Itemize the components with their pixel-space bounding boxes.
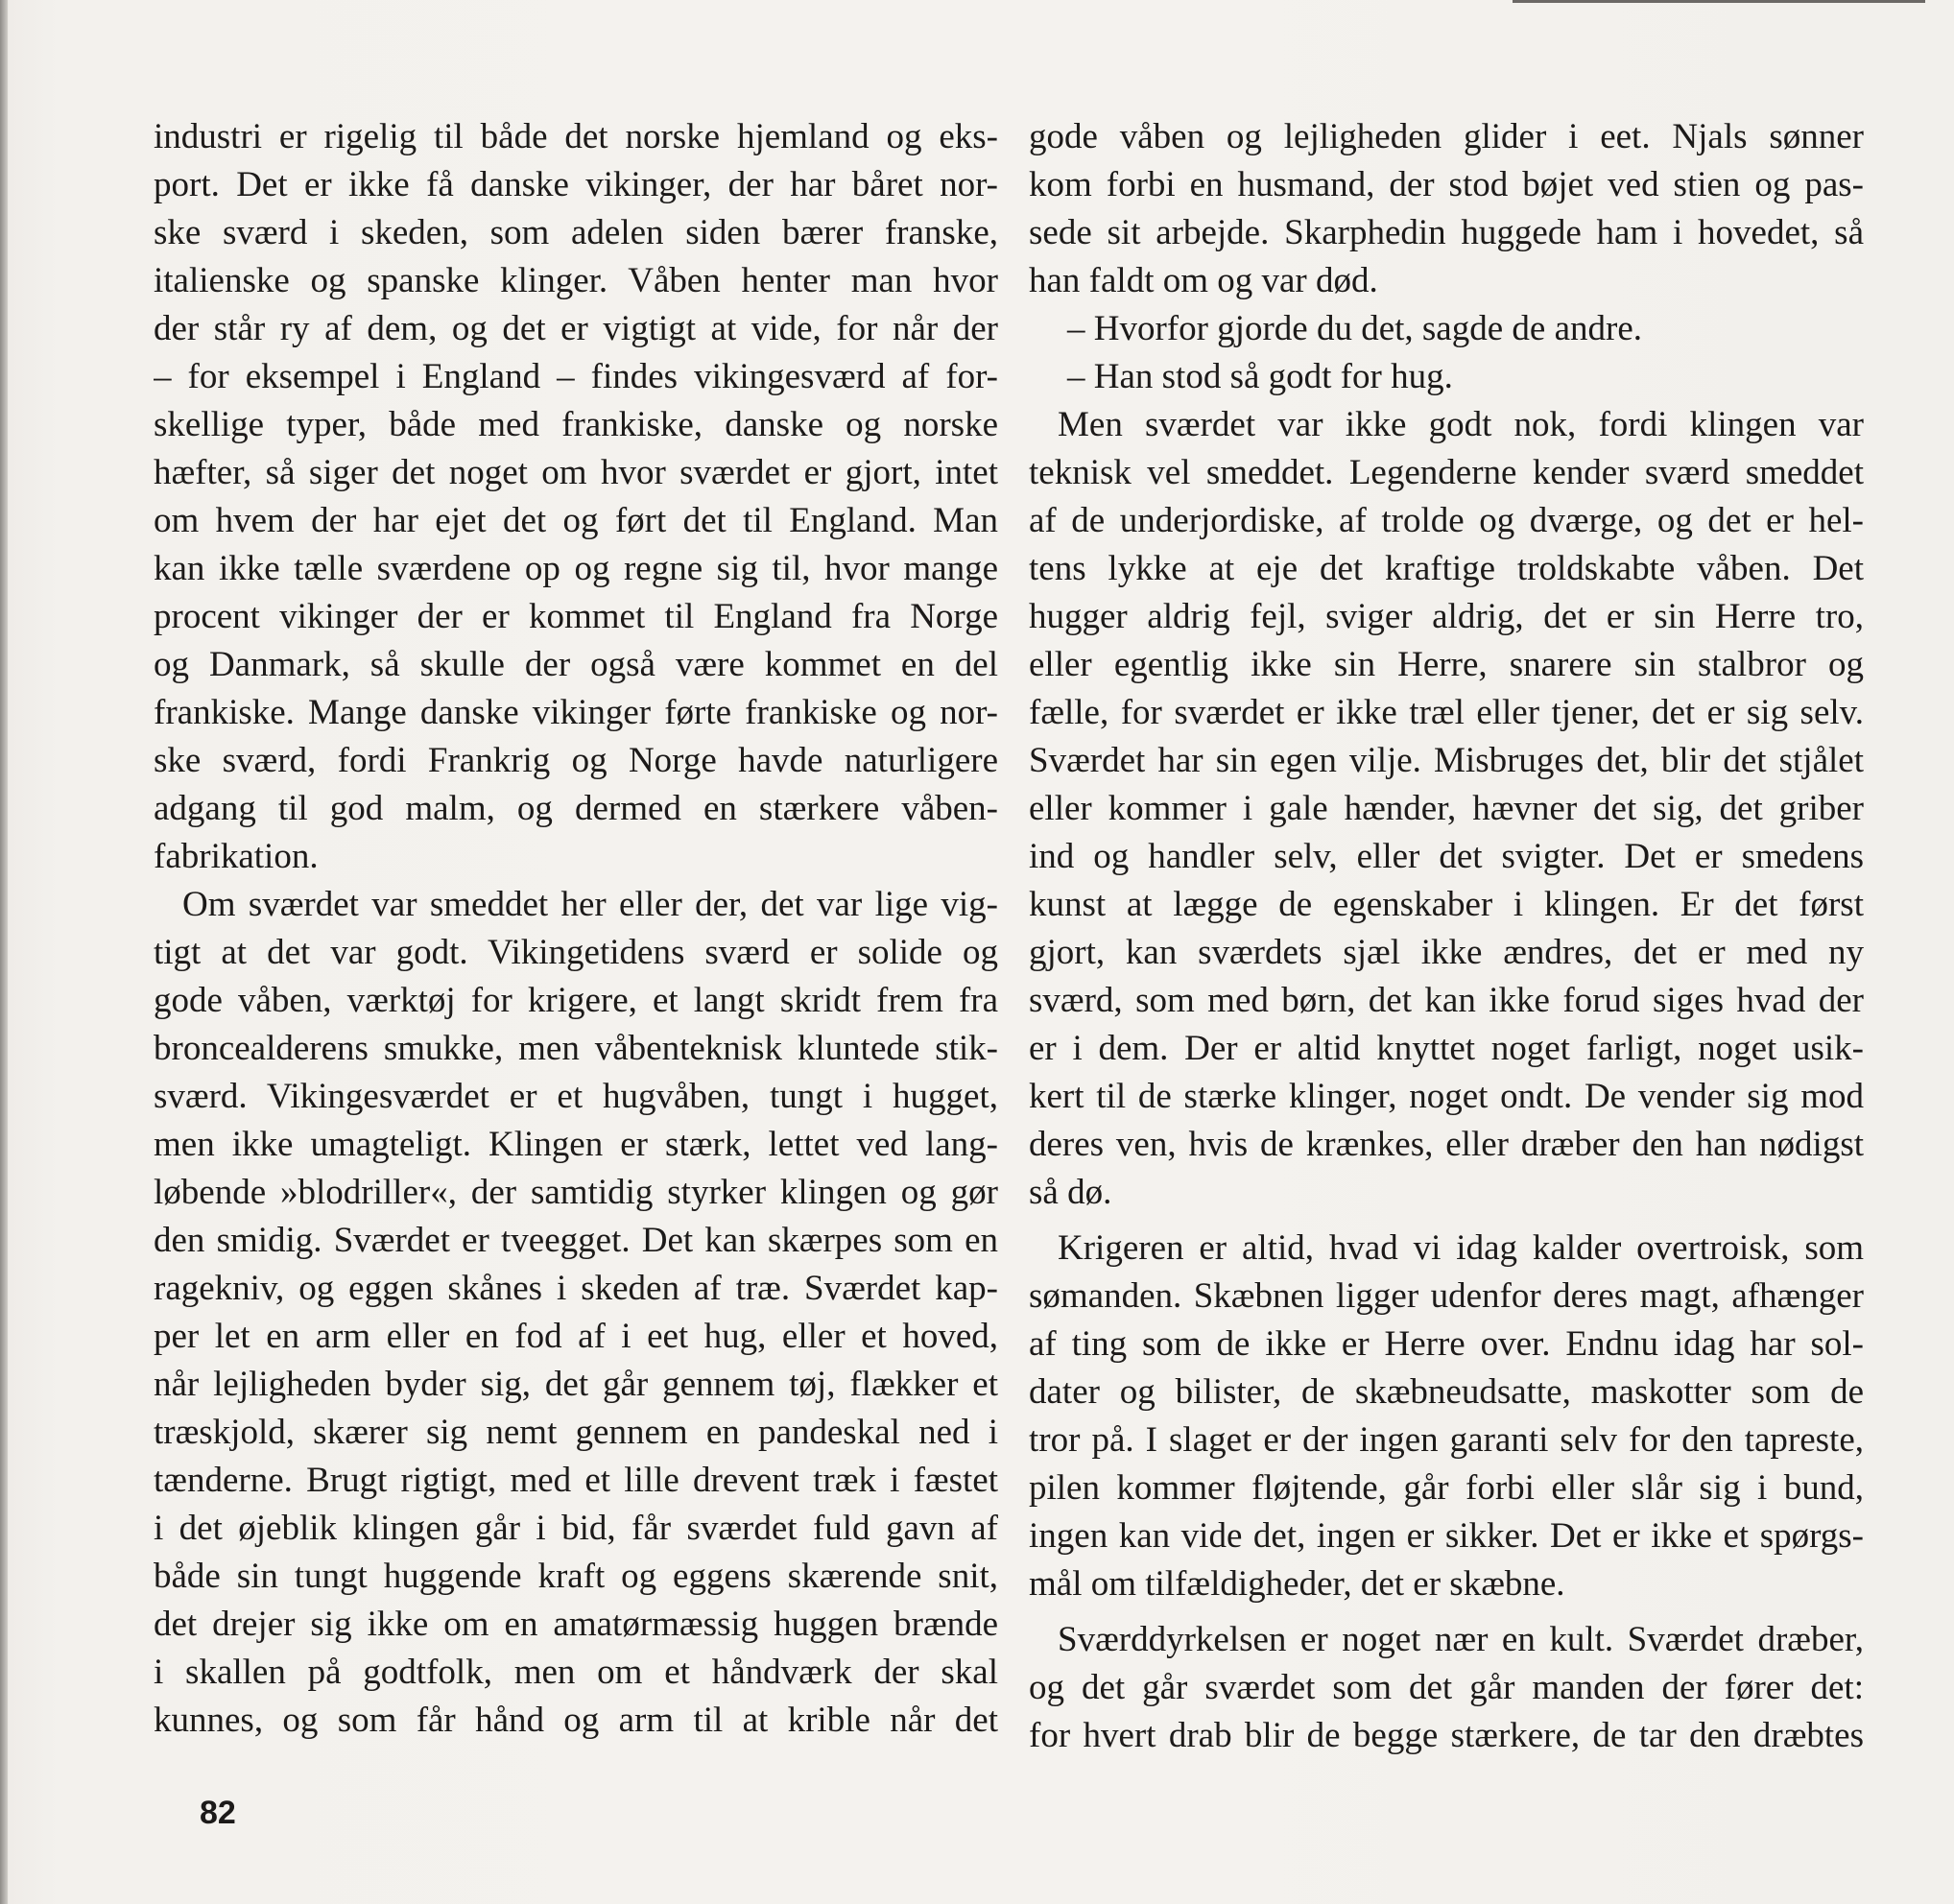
text-line: ind og handler selv, eller det svigter. Det er smedens <box>1029 837 1864 876</box>
text-line: hæfter, så siger det noget om hvor sværdet er gjort, intet <box>154 453 998 492</box>
text-line: gjort, kan sværdets sjæl ikke ændres, det er med ny <box>1029 933 1864 972</box>
text-line: i skallen på godtfolk, men om et håndværk der skal <box>154 1653 998 1692</box>
text-line: Sværdet har sin egen vilje. Misbruges det, blir det stjålet <box>1029 741 1864 780</box>
text-line: eller egentlig ikke sin Herre, snarere sin stalbror og <box>1029 645 1864 684</box>
text-line: Om sværdet var smeddet her eller der, det var lige vig- <box>182 885 998 924</box>
text-line: pilen kommer fløjtende, går forbi eller slår sig i bund, <box>1029 1468 1864 1508</box>
text-line: skellige typer, både med frankiske, danske og norske <box>154 405 998 444</box>
text-line: – for eksempel i England – findes vikingesværd af for- <box>154 357 998 396</box>
text-line: både sin tungt huggende kraft og eggens skærende snit, <box>154 1557 998 1596</box>
text-line: træskjold, skærer sig nemt gennem en pandeskal ned i <box>154 1413 998 1452</box>
text-line: industri er rigelig til både det norske hjemland og eks- <box>154 117 998 156</box>
text-line: italienske og spanske klinger. Våben henter man hvor <box>154 261 998 300</box>
text-line: om hvem der har ejet det og ført det til England. Man <box>154 501 998 540</box>
text-line: fabrikation. <box>154 837 319 876</box>
text-line: den smidig. Sværdet er tveegget. Det kan skærpes som en <box>154 1221 998 1260</box>
text-line: af ting som de ikke er Herre over. Endnu idag har sol- <box>1029 1324 1864 1364</box>
text-line: procent vikinger der er kommet til England fra Norge <box>154 597 998 636</box>
text-line: port. Det er ikke få danske vikinger, der har båret nor- <box>154 165 998 204</box>
text-line: ingen kan vide det, ingen er sikker. Det er ikke et spørgs- <box>1029 1516 1864 1556</box>
text-line: teknisk vel smeddet. Legenderne kender sværd smeddet <box>1029 453 1864 492</box>
text-line: mål om tilfældigheder, det er skæbne. <box>1029 1564 1565 1604</box>
text-line: sede sit arbejde. Skarphedin huggede ham i hovedet, så <box>1029 213 1864 252</box>
text-line: er i dem. Der er altid knyttet noget farligt, noget usik- <box>1029 1029 1864 1068</box>
text-line: Men sværdet var ikke godt nok, fordi klingen var <box>1058 405 1864 444</box>
page-binding-edge <box>0 0 8 1904</box>
text-line: tror på. I slaget er der ingen garanti selv for den tapreste, <box>1029 1420 1864 1460</box>
left-text-column <box>154 113 998 1745</box>
text-line: sværd. Vikingesværdet er et hugvåben, tungt i hugget, <box>154 1077 998 1116</box>
text-line: kert til de stærke klinger, noget ondt. De vender sig mod <box>1029 1077 1864 1116</box>
text-line: broncealderens smukke, men våbenteknisk kluntede stik- <box>154 1029 998 1068</box>
text-line: men ikke umagteligt. Klingen er stærk, lettet ved lang- <box>154 1125 998 1164</box>
text-line: for hvert drab blir de begge stærkere, de tar den dræbtes <box>1029 1716 1864 1755</box>
text-line: – Han stod så godt for hug. <box>1067 357 1453 396</box>
text-line: Krigeren er altid, hvad vi idag kalder overtroisk, som <box>1058 1228 1864 1268</box>
text-line: frankiske. Mange danske vikinger førte frankiske og nor- <box>154 693 998 732</box>
text-line: der står ry af dem, og det er vigtigt at vide, for når der <box>154 309 998 348</box>
page-number: 82 <box>200 1795 236 1831</box>
text-line: i det øjeblik klingen går i bid, får sværdet fuld gavn af <box>154 1509 998 1548</box>
text-line: og Danmark, så skulle der også være kommet en del <box>154 645 998 684</box>
text-line: fælle, for sværdet er ikke træl eller tjener, det er sig selv. <box>1029 693 1864 732</box>
text-line: gode våben, værktøj for krigere, et langt skridt frem fra <box>154 981 998 1020</box>
text-line: tens lykke at eje det kraftige troldskabte våben. Det <box>1029 549 1864 588</box>
text-line: sværd, som med børn, det kan ikke forud siges hvad der <box>1029 981 1864 1020</box>
text-line: ske sværd i skeden, som adelen siden bærer franske, <box>154 213 998 252</box>
text-line: af de underjordiske, af trolde og dværge, og det er hel- <box>1029 501 1864 540</box>
text-line: ske sværd, fordi Frankrig og Norge havde naturligere <box>154 741 998 780</box>
top-rule-line <box>1513 0 1925 3</box>
text-line: tigt at det var godt. Vikingetidens sværd er solide og <box>154 933 998 972</box>
text-line: adgang til god malm, og dermed en stærkere våben- <box>154 789 998 828</box>
text-line: løbende »blodriller«, der samtidig styrker klingen og gør <box>154 1173 998 1212</box>
text-line: kom forbi en husmand, der stod bøjet ved stien og pas- <box>1029 165 1864 204</box>
text-line: kunst at lægge de egenskaber i klingen. Er det først <box>1029 885 1864 924</box>
text-line: så dø. <box>1029 1173 1112 1212</box>
text-line: hugger aldrig fejl, sviger aldrig, det er sin Herre tro, <box>1029 597 1864 636</box>
text-line: eller kommer i gale hænder, hævner det sig, det griber <box>1029 789 1864 828</box>
text-line: gode våben og lejligheden glider i eet. Njals sønner <box>1029 117 1864 156</box>
text-line: dater og bilister, de skæbneudsatte, maskotter som de <box>1029 1372 1864 1412</box>
text-line: når lejligheden byder sig, det går gennem tøj, flækker et <box>154 1365 998 1404</box>
text-line: tænderne. Brugt rigtigt, med et lille drevent træk i fæstet <box>154 1461 998 1500</box>
text-line: kunnes, og som får hånd og arm til at krible når det <box>154 1701 998 1740</box>
text-line: og det går sværdet som det går manden der fører det: <box>1029 1668 1864 1707</box>
text-line: ragekniv, og eggen skånes i skeden af træ. Sværdet kap- <box>154 1269 998 1308</box>
text-line: Sværddyrkelsen er noget nær en kult. Sværdet dræber, <box>1058 1620 1864 1659</box>
text-line: deres ven, hvis de krænkes, eller dræber den han nødigst <box>1029 1125 1864 1164</box>
text-line: sømanden. Skæbnen ligger udenfor deres magt, afhænger <box>1029 1276 1864 1316</box>
text-line: per let en arm eller en fod af i eet hug, eller et hoved, <box>154 1317 998 1356</box>
text-line: han faldt om og var død. <box>1029 261 1378 300</box>
text-line: det drejer sig ikke om en amatørmæssig huggen brænde <box>154 1605 998 1644</box>
text-line: – Hvorfor gjorde du det, sagde de andre. <box>1067 309 1642 348</box>
right-text-column <box>1029 113 1864 1760</box>
text-line: kan ikke tælle sværdene op og regne sig til, hvor mange <box>154 549 998 588</box>
